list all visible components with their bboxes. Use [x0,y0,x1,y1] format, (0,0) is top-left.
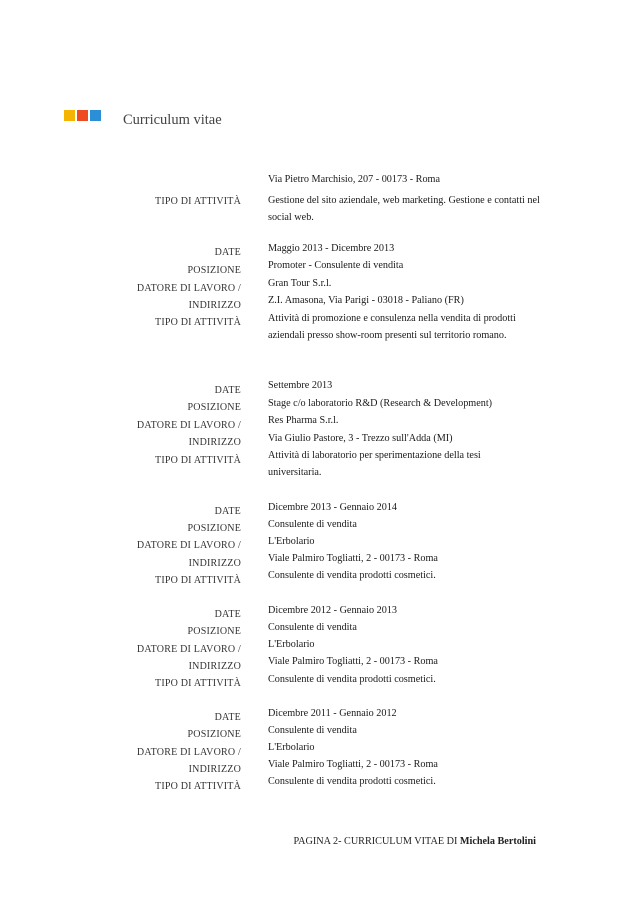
entry-tipo-attivita: Consulente di vendita prodotti cosmetici. [268,776,436,787]
footer-author-name: Michela Bertolini [459,836,536,847]
entry-indirizzo: Via Giulio Pastore, 3 - Trezzo sull'Adda (MI) [268,433,453,444]
document-title: Curriculum vitae [123,112,222,128]
entry-date: Dicembre 2011 - Gennaio 2012 [268,708,397,719]
label-tipo-attivita: TIPO DI ATTIVITÀ [155,678,241,689]
entry-datore: L'Erbolario [268,742,315,753]
label-datore: DATORE DI LAVORO / [136,540,241,551]
entry-tipo-attivita: Attività di promozione e consulenza nella vendita di prodotti aziendali presso show-room presenti sul territorio romano. [268,313,516,341]
label-date: DATE [214,247,241,258]
label-tipo-attivita: TIPO DI ATTIVITÀ [155,317,241,328]
entry-tipo-attivita: Consulente di vendita prodotti cosmetici. [268,570,436,581]
entry-datore: L'Erbolario [268,639,315,650]
logo-square-red [77,110,88,121]
entry-posizione: Stage c/o laboratorio R&D (Research & Development) [268,398,493,409]
entry-posizione: Consulente di vendita [268,622,357,633]
logo [64,110,101,121]
entry-date: Dicembre 2012 - Gennaio 2013 [268,605,398,616]
page-footer [293,836,536,847]
entry-address: Via Pietro Marchisio, 207 - 00173 - Roma [268,174,440,185]
entry-tipo-attivita: Gestione del sito aziendale, web marketing. Gestione e contatti nel social web. [268,195,540,223]
label-indirizzo: INDIRIZZO [188,764,241,775]
entry-indirizzo: Viale Palmiro Togliatti, 2 - 00173 - Roma [268,759,438,770]
entry-posizione: Promoter - Consulente di vendita [268,260,404,271]
label-datore: DATORE DI LAVORO / [136,644,241,655]
entry-indirizzo: Viale Palmiro Togliatti, 2 - 00173 - Roma [268,656,438,667]
label-datore: DATORE DI LAVORO / [136,747,241,758]
label-indirizzo: INDIRIZZO [188,661,241,672]
label-date: DATE [214,712,241,723]
label-tipo-attivita: TIPO DI ATTIVITÀ [155,781,241,792]
label-indirizzo: INDIRIZZO [188,300,241,311]
entry-datore: Res Pharma S.r.l. [268,415,339,426]
label-indirizzo: INDIRIZZO [188,558,241,569]
label-posizione: POSIZIONE [187,729,241,740]
label-posizione: POSIZIONE [187,265,241,276]
label-datore: DATORE DI LAVORO / [136,283,241,294]
footer-prefix: PAGINA 2- CURRICULUM VITAE DI [293,836,460,847]
entry-indirizzo: Z.I. Amasona, Via Parigi - 03018 - Paliano (FR) [268,295,464,306]
entry-date: Dicembre 2013 - Gennaio 2014 [268,502,398,513]
entry-tipo-attivita: Consulente di vendita prodotti cosmetici. [268,674,436,685]
logo-square-yellow [64,110,75,121]
label-date: DATE [214,385,241,396]
label-datore: DATORE DI LAVORO / [136,420,241,431]
entry-posizione: Consulente di vendita [268,519,357,530]
entry-datore: Gran Tour S.r.l. [268,278,332,289]
label-posizione: POSIZIONE [187,402,241,413]
label-date: DATE [214,506,241,517]
label-tipo-attivita: TIPO DI ATTIVITÀ [155,196,241,207]
label-tipo-attivita: TIPO DI ATTIVITÀ [155,455,241,466]
entry-date: Maggio 2013 - Dicembre 2013 [268,243,395,254]
entry-indirizzo: Viale Palmiro Togliatti, 2 - 00173 - Roma [268,553,438,564]
entry-posizione: Consulente di vendita [268,725,357,736]
label-posizione: POSIZIONE [187,523,241,534]
logo-square-blue [90,110,101,121]
label-date: DATE [214,609,241,620]
label-tipo-attivita: TIPO DI ATTIVITÀ [155,575,241,586]
label-indirizzo: INDIRIZZO [188,437,241,448]
label-posizione: POSIZIONE [187,626,241,637]
entry-tipo-attivita: Attività di laboratorio per sperimentazione della tesi universitaria. [268,450,481,478]
entry-datore: L'Erbolario [268,536,315,547]
entry-date: Settembre 2013 [268,380,333,391]
